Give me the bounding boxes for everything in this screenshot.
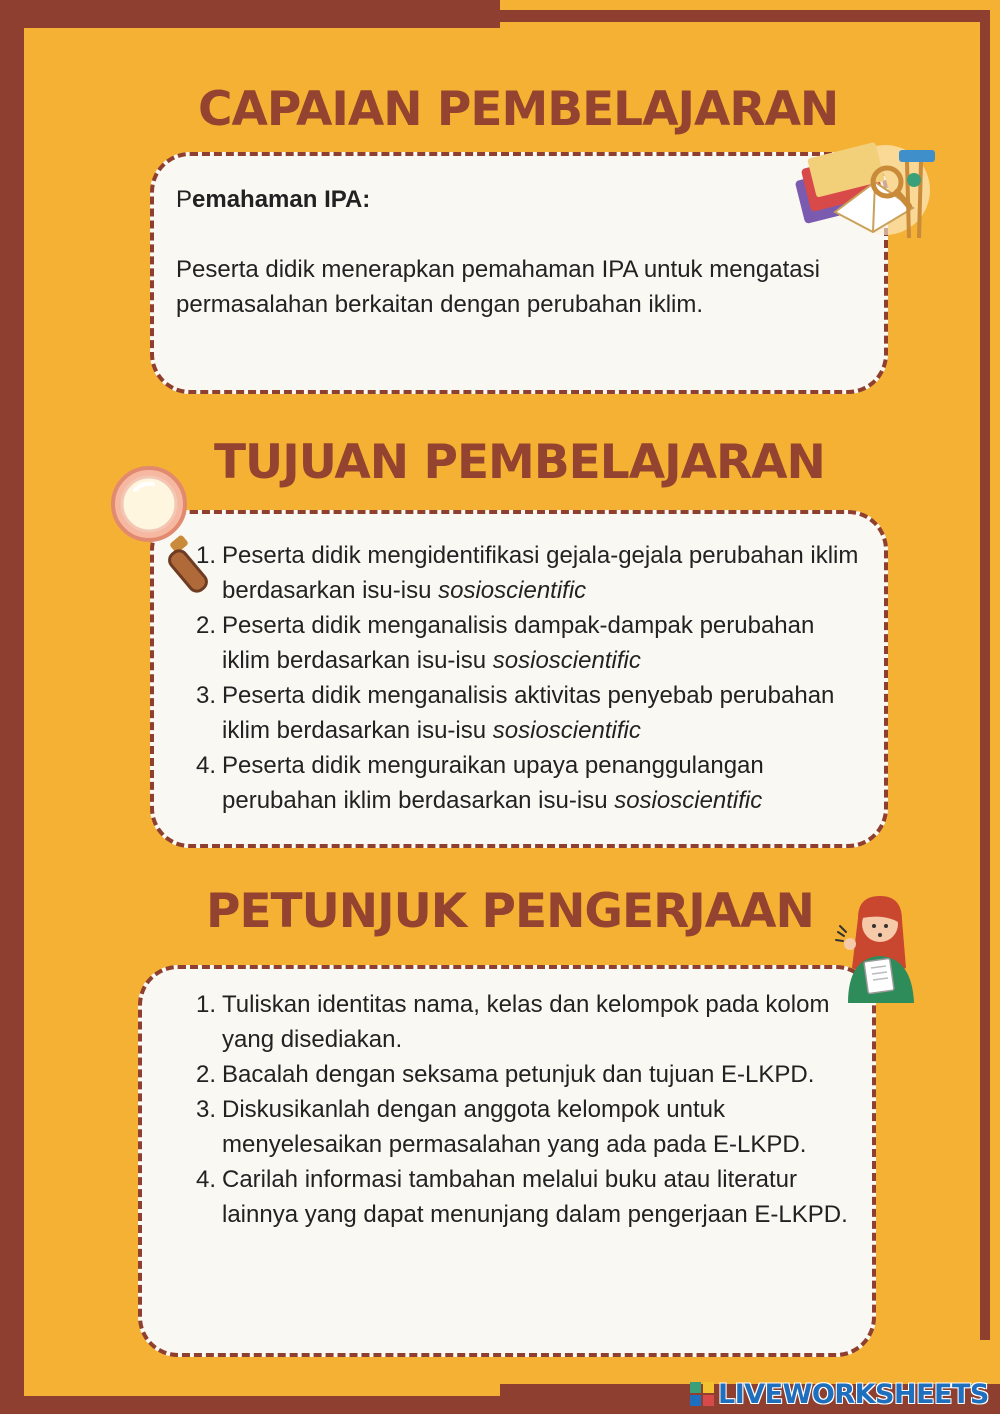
list-item-number: 3. — [196, 1096, 217, 1123]
books-illustration-icon — [795, 120, 940, 245]
list-item-number: 1. — [196, 542, 217, 569]
list-item-text: Bacalah dengan seksama petunjuk dan tujuan E-LKPD. — [222, 1061, 815, 1088]
list-item-text — [222, 748, 864, 818]
frame-right-border — [980, 10, 990, 1340]
frame-top-right-border — [500, 10, 990, 22]
list-item-text — [222, 538, 864, 608]
petunjuk-list — [196, 987, 852, 1232]
petunjuk-title: PETUNJUK PENGERJAAN — [206, 884, 814, 939]
capaian-lead-rest: emahaman IPA: — [192, 186, 371, 213]
list-item-body: Peserta didik menganalisis aktivitas penyebab perubahan iklim berdasarkan isu-isu — [222, 682, 835, 744]
list-item-body: Peserta didik menguraikan upaya penanggulangan perubahan iklim berdasarkan isu-isu — [222, 752, 764, 814]
list-item — [196, 987, 852, 1057]
capaian-title: CAPAIAN PEMBELAJARAN — [198, 82, 839, 137]
list-item-text: Tuliskan identitas nama, kelas dan kelompok pada kolom yang disediakan. — [222, 991, 830, 1053]
frame-left-border — [0, 0, 24, 1414]
frame-top-border — [0, 0, 500, 28]
list-item-body: Peserta didik menganalisis dampak-dampak perubahan iklim berdasarkan isu-isu — [222, 612, 815, 674]
tujuan-card — [150, 510, 888, 848]
tujuan-list — [196, 538, 864, 818]
list-item-emphasis: sosioscientific — [614, 787, 763, 814]
list-item — [196, 1092, 852, 1162]
capaian-lead — [176, 182, 862, 217]
list-item-number: 1. — [196, 991, 217, 1018]
list-item-text: Carilah informasi tambahan melalui buku atau literatur lainnya yang dapat menunjang dalam pengerjaan E-LKPD. — [222, 1166, 848, 1228]
list-item-body: Peserta didik mengidentifikasi gejala-gejala perubahan iklim berdasarkan isu-isu — [222, 542, 859, 604]
frame-bottom-left-border — [0, 1396, 500, 1414]
list-item-emphasis: sosioscientific — [492, 717, 641, 744]
thinking-girl-icon — [828, 888, 928, 1003]
liveworksheets-logo-icon — [690, 1382, 714, 1406]
capaian-lead-initial: P — [176, 186, 193, 213]
list-item — [196, 1162, 852, 1232]
list-item-number: 2. — [196, 1061, 217, 1088]
capaian-card — [150, 152, 888, 394]
magnifier-icon — [105, 460, 215, 600]
list-item — [196, 1057, 852, 1092]
list-item-emphasis: sosioscientific — [492, 647, 641, 674]
list-item-text — [222, 678, 864, 748]
list-item-text — [222, 608, 864, 678]
list-item-number: 3. — [196, 682, 217, 709]
list-item — [196, 608, 864, 678]
capaian-paragraph: Peserta didik menerapkan pemahaman IPA untuk mengatasi permasalahan berkaitan dengan perubahan iklim. — [176, 256, 820, 318]
tujuan-title: TUJUAN PEMBELAJARAN — [214, 435, 825, 490]
list-item-emphasis: sosioscientific — [438, 577, 587, 604]
list-item-number: 2. — [196, 612, 217, 639]
list-item — [196, 748, 864, 818]
list-item-number: 4. — [196, 1166, 217, 1193]
list-item-number: 4. — [196, 752, 217, 779]
list-item-text: Diskusikanlah dengan anggota kelompok untuk menyelesaikan permasalahan yang ada pada E-LKPD. — [222, 1096, 807, 1158]
liveworksheets-brand[interactable] — [690, 1374, 990, 1414]
list-item — [196, 678, 864, 748]
brand-name: LIVEWORKSHEETS — [718, 1378, 989, 1410]
list-item — [196, 538, 864, 608]
petunjuk-card — [138, 965, 876, 1357]
